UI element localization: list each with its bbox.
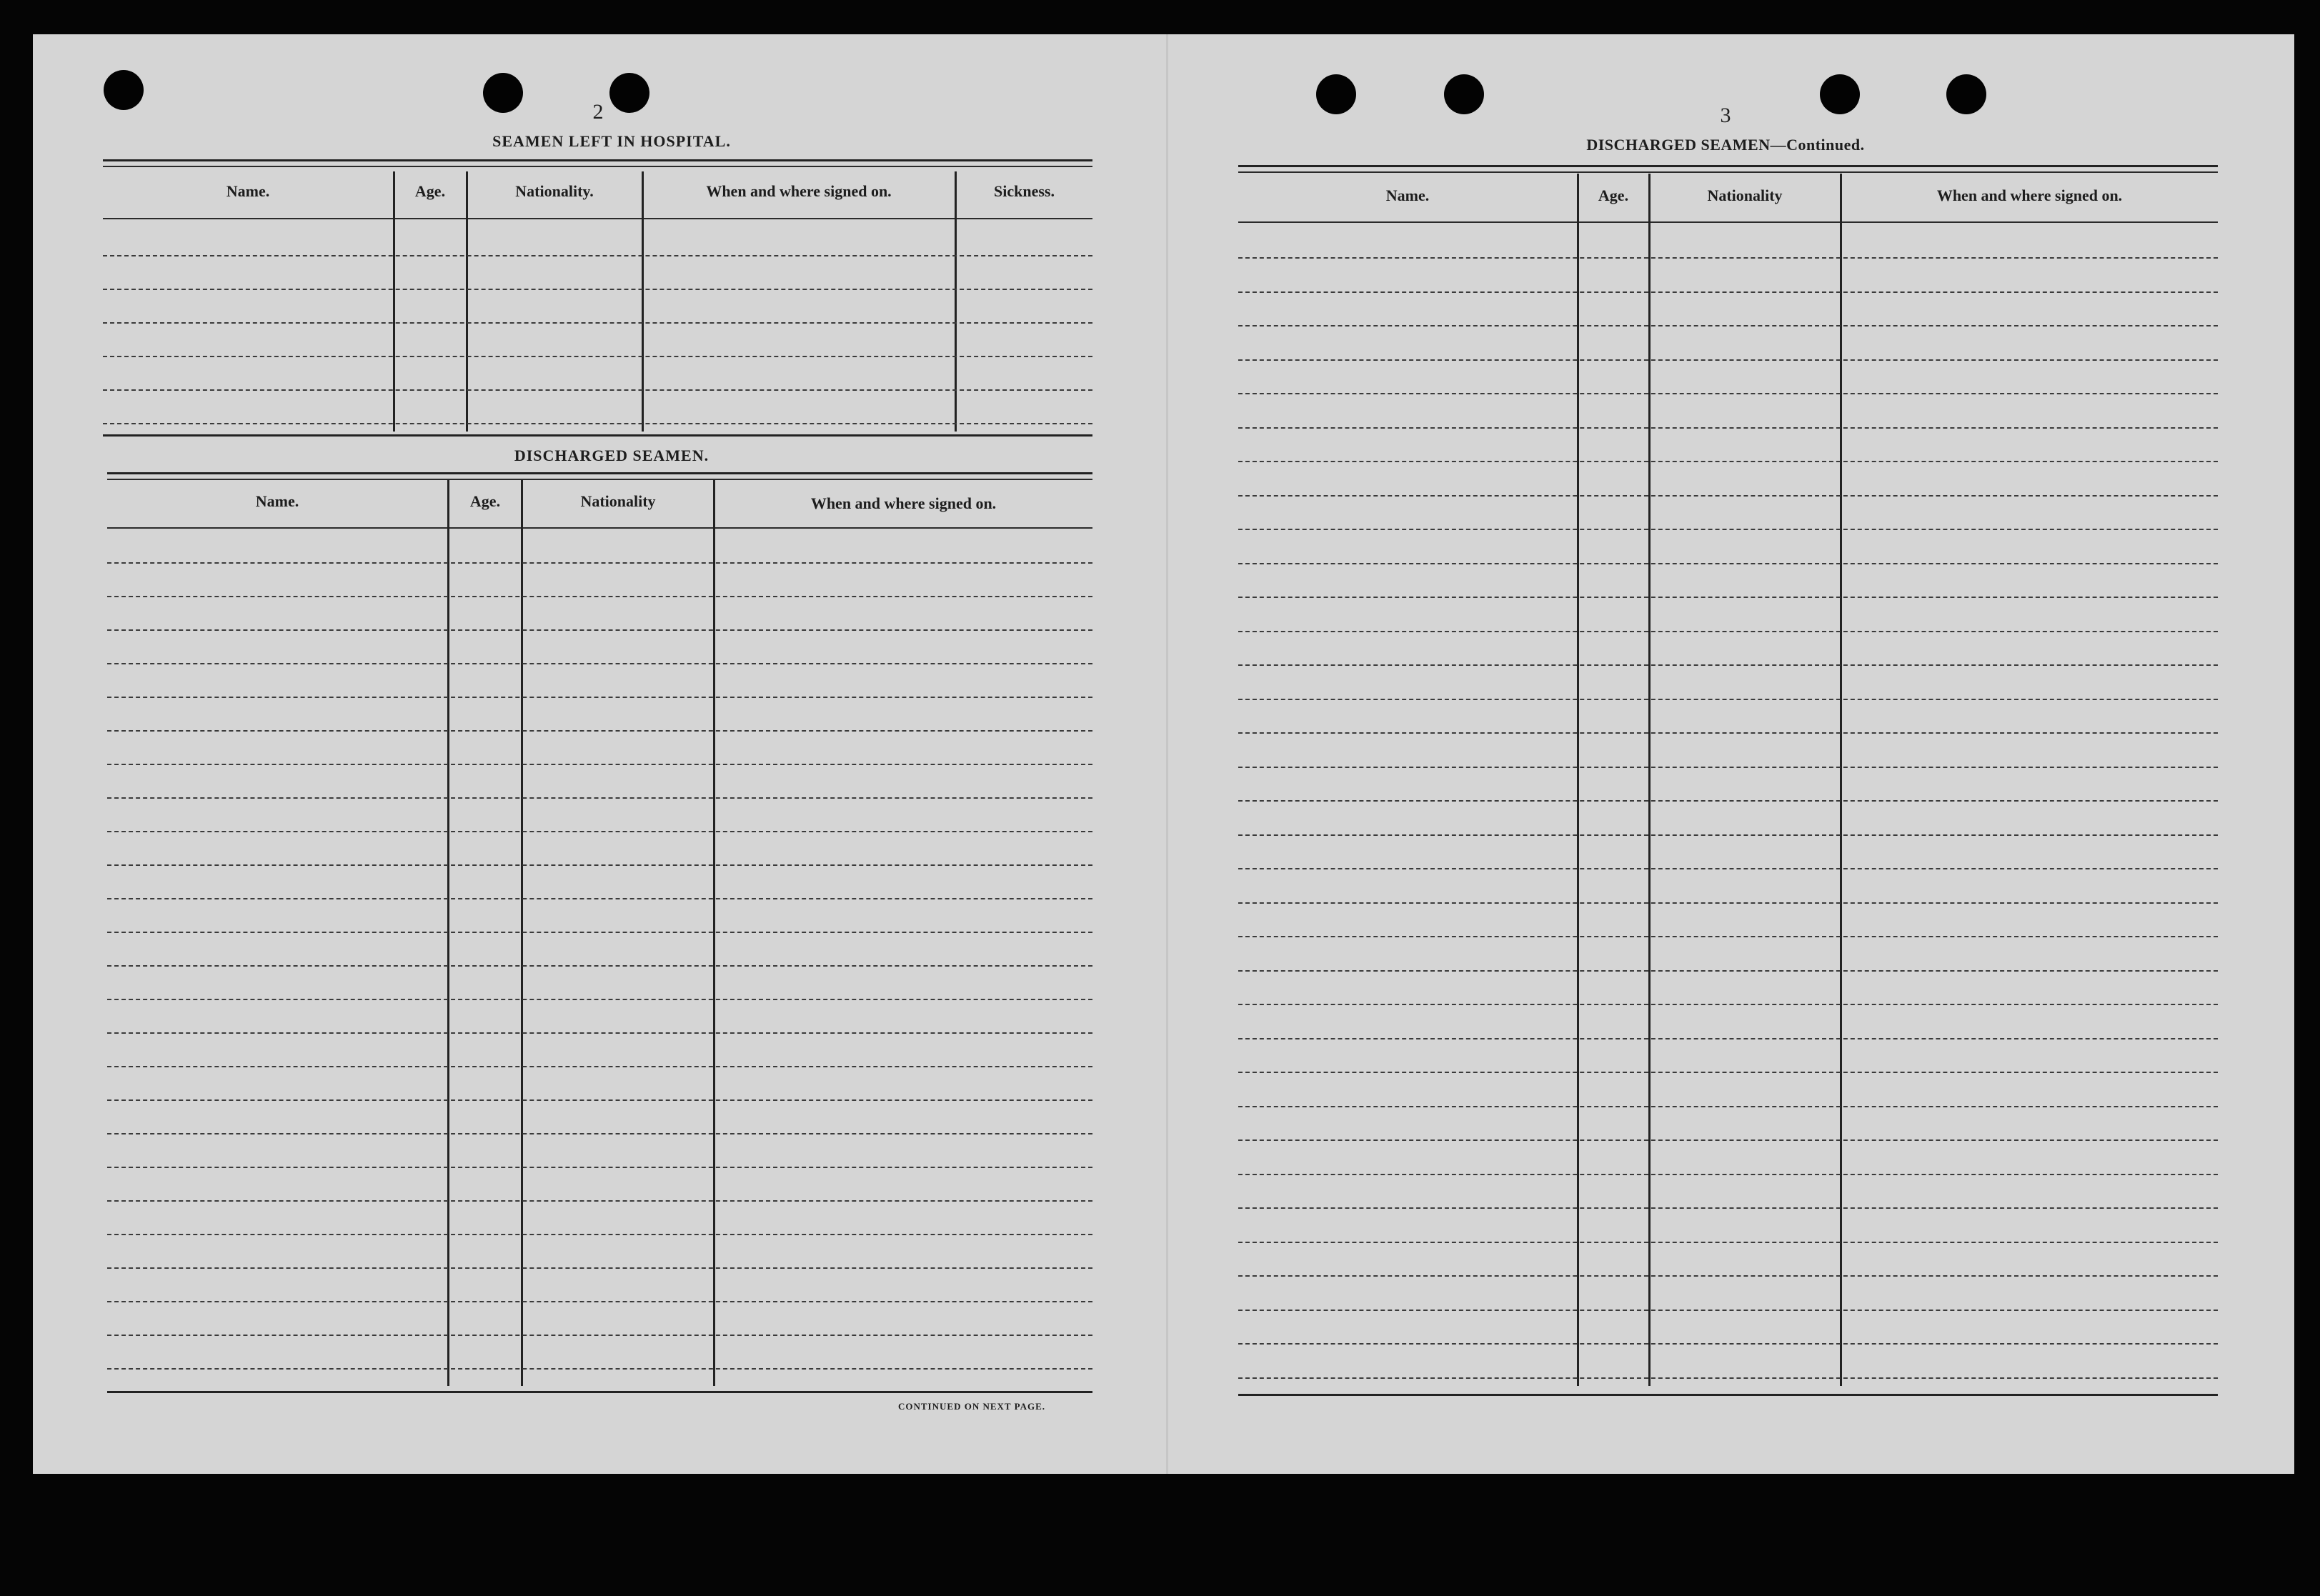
table-row [107,1335,1092,1336]
table-row [107,898,1092,899]
table-row [1238,1377,2218,1379]
column-header-nationality: Nationality [1707,186,1783,204]
table-row [103,289,1092,290]
table-row [103,389,1092,391]
table-row [1238,970,2218,972]
table-row [1238,936,2218,937]
column-header-sickness: Sickness. [994,182,1055,200]
table-row [1238,393,2218,394]
table-rule [107,472,1092,474]
column-header-signed-on: When and where signed on. [810,494,997,512]
table-row [1238,563,2218,564]
punch-hole [104,70,144,110]
table-row [103,255,1092,256]
column-divider [521,480,523,1386]
table-row [107,831,1092,832]
table-row [1238,1174,2218,1175]
column-header-age: Age. [414,182,446,200]
punch-hole [1444,74,1484,114]
table-row [1238,699,2218,700]
table-rule [103,434,1092,437]
table-row [1238,1139,2218,1141]
table-row [107,1368,1092,1370]
page-number-left: 2 [592,100,604,124]
table-rule [107,479,1092,480]
table-rule [1238,165,2218,167]
table-row [1238,1106,2218,1107]
column-header-age: Age. [469,492,501,510]
column-divider [713,480,715,1386]
table-row [1238,767,2218,768]
punch-hole [1946,74,1986,114]
column-header-nationality: Nationality [580,492,656,510]
punch-hole [483,73,523,113]
table-row [1238,291,2218,293]
discharged-section-title: DISCHARGED SEAMEN. [514,447,710,464]
table-row [107,562,1092,564]
table-rule [1238,1394,2218,1396]
table-row [1238,495,2218,497]
table-rule [103,218,1092,219]
discharged-continued-title: DISCHARGED SEAMEN—Continued. [1586,136,1865,154]
column-divider [466,171,468,432]
form-sheet [33,34,2294,1474]
table-row [107,663,1092,664]
page-number-right: 3 [1720,104,1731,127]
table-row [1238,1310,2218,1311]
table-rule [103,159,1092,161]
column-divider [447,480,449,1386]
column-divider [642,171,644,432]
table-row [1238,1038,2218,1039]
table-row [1238,902,2218,904]
table-row [107,965,1092,967]
column-divider [1840,174,1842,1386]
table-row [107,596,1092,597]
hospital-section-title: SEAMEN LEFT IN HOSPITAL. [492,132,731,150]
table-row [1238,597,2218,598]
table-row [107,864,1092,866]
table-row [1238,325,2218,326]
table-row [107,764,1092,765]
table-row [1238,664,2218,666]
table-row [107,730,1092,732]
table-row [107,797,1092,799]
column-header-age: Age. [1598,186,1629,204]
table-row [107,1200,1092,1202]
table-rule [103,166,1092,167]
table-row [1238,732,2218,734]
table-row [1238,1275,2218,1277]
table-row [103,423,1092,424]
column-header-name: Name. [255,492,299,510]
table-row [107,932,1092,933]
table-row [103,356,1092,357]
table-row [1238,834,2218,836]
column-header-name: Name. [1385,186,1430,204]
table-row [1238,800,2218,802]
table-row [107,629,1092,631]
table-row [107,1267,1092,1269]
table-row [107,1133,1092,1134]
column-divider [1577,174,1579,1386]
table-row [1238,359,2218,361]
page-fold [1166,34,1168,1474]
table-row [107,1066,1092,1067]
table-rule [107,527,1092,529]
punch-hole [1820,74,1860,114]
table-row [107,1301,1092,1302]
table-rule [107,1391,1092,1393]
column-header-signed-on: When and where signed on. [706,182,892,200]
table-row [1238,427,2218,429]
table-row [1238,868,2218,869]
table-row [1238,461,2218,462]
table-row [1238,1072,2218,1073]
table-row [1238,1343,2218,1345]
column-header-nationality: Nationality. [515,182,594,200]
table-row [1238,1207,2218,1209]
table-row [107,1032,1092,1034]
table-rule [1238,171,2218,173]
table-row [107,1234,1092,1235]
punch-hole [1316,74,1356,114]
continued-footer: CONTINUED ON NEXT PAGE. [898,1401,1045,1412]
table-row [1238,257,2218,259]
column-header-name: Name. [226,182,270,200]
table-row [1238,529,2218,530]
column-divider [955,171,957,432]
table-row [103,322,1092,324]
column-header-signed-on: When and where signed on. [1936,186,2123,204]
table-row [107,697,1092,698]
column-divider [1648,174,1651,1386]
table-row [1238,1004,2218,1005]
column-divider [393,171,395,432]
table-row [1238,1242,2218,1243]
table-rule [1238,221,2218,223]
table-row [1238,631,2218,632]
table-row [107,999,1092,1000]
table-row [107,1167,1092,1168]
table-row [107,1099,1092,1101]
